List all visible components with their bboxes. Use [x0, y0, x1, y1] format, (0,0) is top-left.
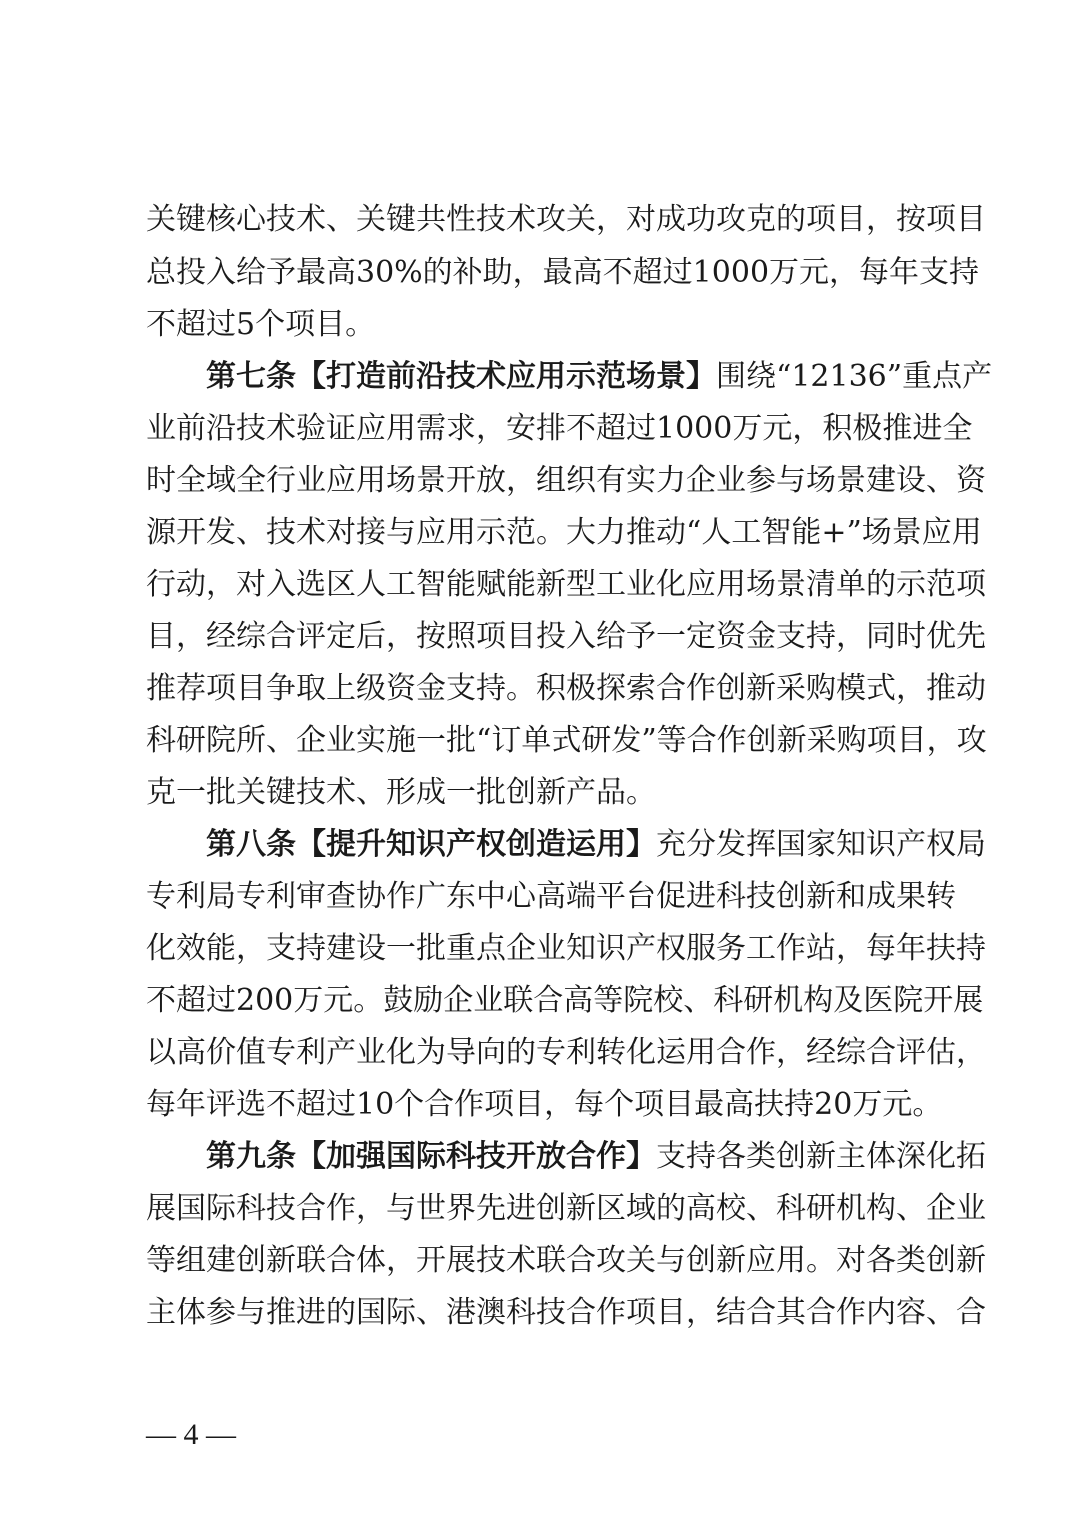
body-line-12: 克一批关键技术、形成一批创新产品。: [146, 775, 656, 810]
body-line-14: 专利局专利审查协作广东中心高端平台促进科技创新和成果转: [146, 879, 956, 914]
body-line-7: 源开发、技术对接与应用示范。大力推动“人工智能+”场景应用: [146, 515, 982, 550]
article-8-first-line: [206, 820, 986, 870]
body-line-15: 化效能，支持建设一批重点企业知识产权服务工作站，每年扶持: [146, 931, 986, 966]
article-8-heading: 第八条【提升知识产权创造运用】: [206, 827, 656, 862]
body-line-3: 不超过5个项目。: [146, 307, 376, 342]
article-7-heading: 第七条【打造前沿技术应用示范场景】: [206, 359, 716, 394]
body-line-2: 总投入给予最高30%的补助，最高不超过1000万元，每年支持: [146, 255, 980, 290]
body-line-18: 每年评选不超过10个合作项目，每个项目最高扶持20万元。: [146, 1087, 943, 1122]
article-9-heading: 第九条【加强国际科技开放合作】: [206, 1139, 656, 1174]
article-9-text-start: 支持各类创新主体深化拓: [656, 1139, 986, 1174]
body-line-5: 业前沿技术验证应用需求，安排不超过1000万元，积极推进全: [146, 411, 973, 446]
article-7-text-start: 围绕“12136”重点产: [716, 359, 993, 394]
body-line-8: 行动，对入选区人工智能赋能新型工业化应用场景清单的示范项: [146, 567, 986, 602]
body-line-10: 推荐项目争取上级资金支持。积极探索合作创新采购模式，推动: [146, 671, 986, 706]
body-line-9: 目，经综合评定后，按照项目投入给予一定资金支持，同时优先: [146, 619, 986, 654]
article-8-text-start: 充分发挥国家知识产权局: [656, 827, 986, 862]
body-line-17: 以高价值专利产业化为导向的专利转化运用合作，经综合评估，: [146, 1035, 986, 1070]
body-line-20: 展国际科技合作，与世界先进创新区域的高校、科研机构、企业: [146, 1191, 986, 1226]
body-line-1: 关键核心技术、关键共性技术攻关，对成功攻克的项目，按项目: [146, 202, 986, 237]
body-line-21: 等组建创新联合体，开展技术联合攻关与创新应用。对各类创新: [146, 1243, 986, 1278]
article-9-first-line: [206, 1132, 986, 1182]
page-number: — 4 —: [146, 1418, 236, 1451]
body-line-16: 不超过200万元。鼓励企业联合高等院校、科研机构及医院开展: [146, 983, 984, 1018]
body-line-22: 主体参与推进的国际、港澳科技合作项目，结合其合作内容、合: [146, 1295, 986, 1330]
body-line-6: 时全域全行业应用场景开放，组织有实力企业参与场景建设、资: [146, 463, 986, 498]
article-7-first-line: [206, 352, 993, 402]
body-line-11: 科研院所、企业实施一批“订单式研发”等合作创新采购项目，攻: [146, 723, 987, 758]
